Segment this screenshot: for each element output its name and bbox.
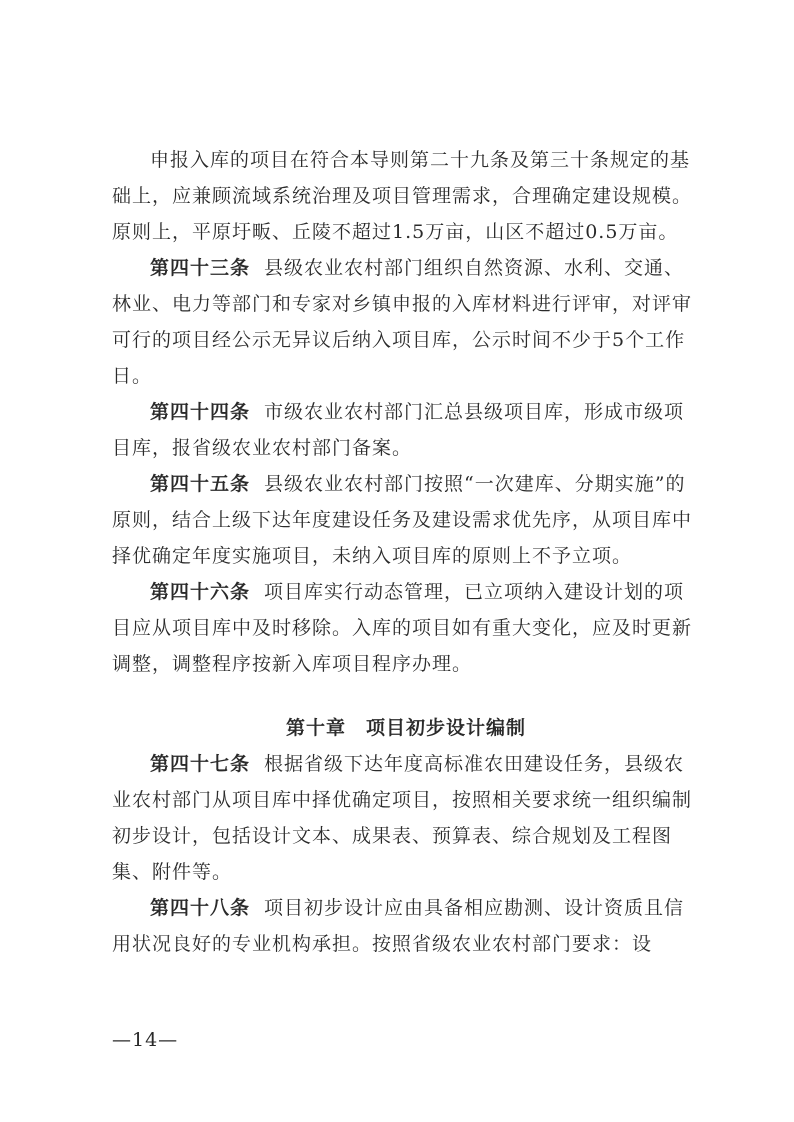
chapter-heading — [112, 710, 700, 746]
page-number: —14— — [112, 1029, 179, 1051]
document-body — [112, 142, 700, 962]
article-number: 第四十三条 — [150, 257, 251, 279]
article-number: 第四十四条 — [150, 401, 251, 423]
article-48 — [112, 890, 700, 962]
article-47 — [112, 746, 700, 890]
paragraph-intro — [112, 142, 700, 250]
article-44 — [112, 394, 700, 466]
article-46 — [112, 574, 700, 682]
article-text: 县级农业农村部门按照“一次建库、分期实施”的原则，结合上级下达年度建设任务及建设需求优先序，从项目库中择优确定年度实施项目，未纳入项目库的原则上不予立项。 — [112, 473, 693, 567]
article-number: 第四十八条 — [150, 897, 251, 919]
article-number: 第四十六条 — [150, 581, 251, 603]
article-text: 项目初步设计应由具备相应勘测、设计资质且信用状况良好的专业机构承担。按照省级农业农村部门要求：设 — [112, 897, 685, 955]
paragraph-text: 申报入库的项目在符合本导则第二十九条及第三十条规定的基础上，应兼顾流域系统治理及项目管理需求，合理确定建设规模。原则上，平原圩畈、丘陵不超过1.5万亩，山区不超过0.5万亩。 — [112, 149, 693, 243]
article-43 — [112, 250, 700, 394]
article-text: 市级农业农村部门汇总县级项目库，形成市级项目库，报省级农业农村部门备案。 — [112, 401, 685, 459]
article-text: 项目库实行动态管理，已立项纳入建设计划的项目应从项目库中及时移除。入库的项目如有重大变化，应及时更新调整，调整程序按新入库项目程序办理。 — [112, 581, 693, 675]
chapter-number: 第十章 — [285, 717, 346, 739]
chapter-title: 项目初步设计编制 — [366, 717, 527, 739]
article-number: 第四十五条 — [150, 473, 251, 495]
article-45 — [112, 466, 700, 574]
article-number: 第四十七条 — [150, 753, 251, 775]
article-text: 县级农业农村部门组织自然资源、水利、交通、林业、电力等部门和专家对乡镇申报的入库材料进行评审，对评审可行的项目经公示无异议后纳入项目库，公示时间不少于5个工作日。 — [112, 257, 693, 387]
article-text: 根据省级下达年度高标准农田建设任务，县级农业农村部门从项目库中择优确定项目，按照相关要求统一组织编制初步设计，包括设计文本、成果表、预算表、综合规划及工程图集、附件等。 — [112, 753, 693, 883]
